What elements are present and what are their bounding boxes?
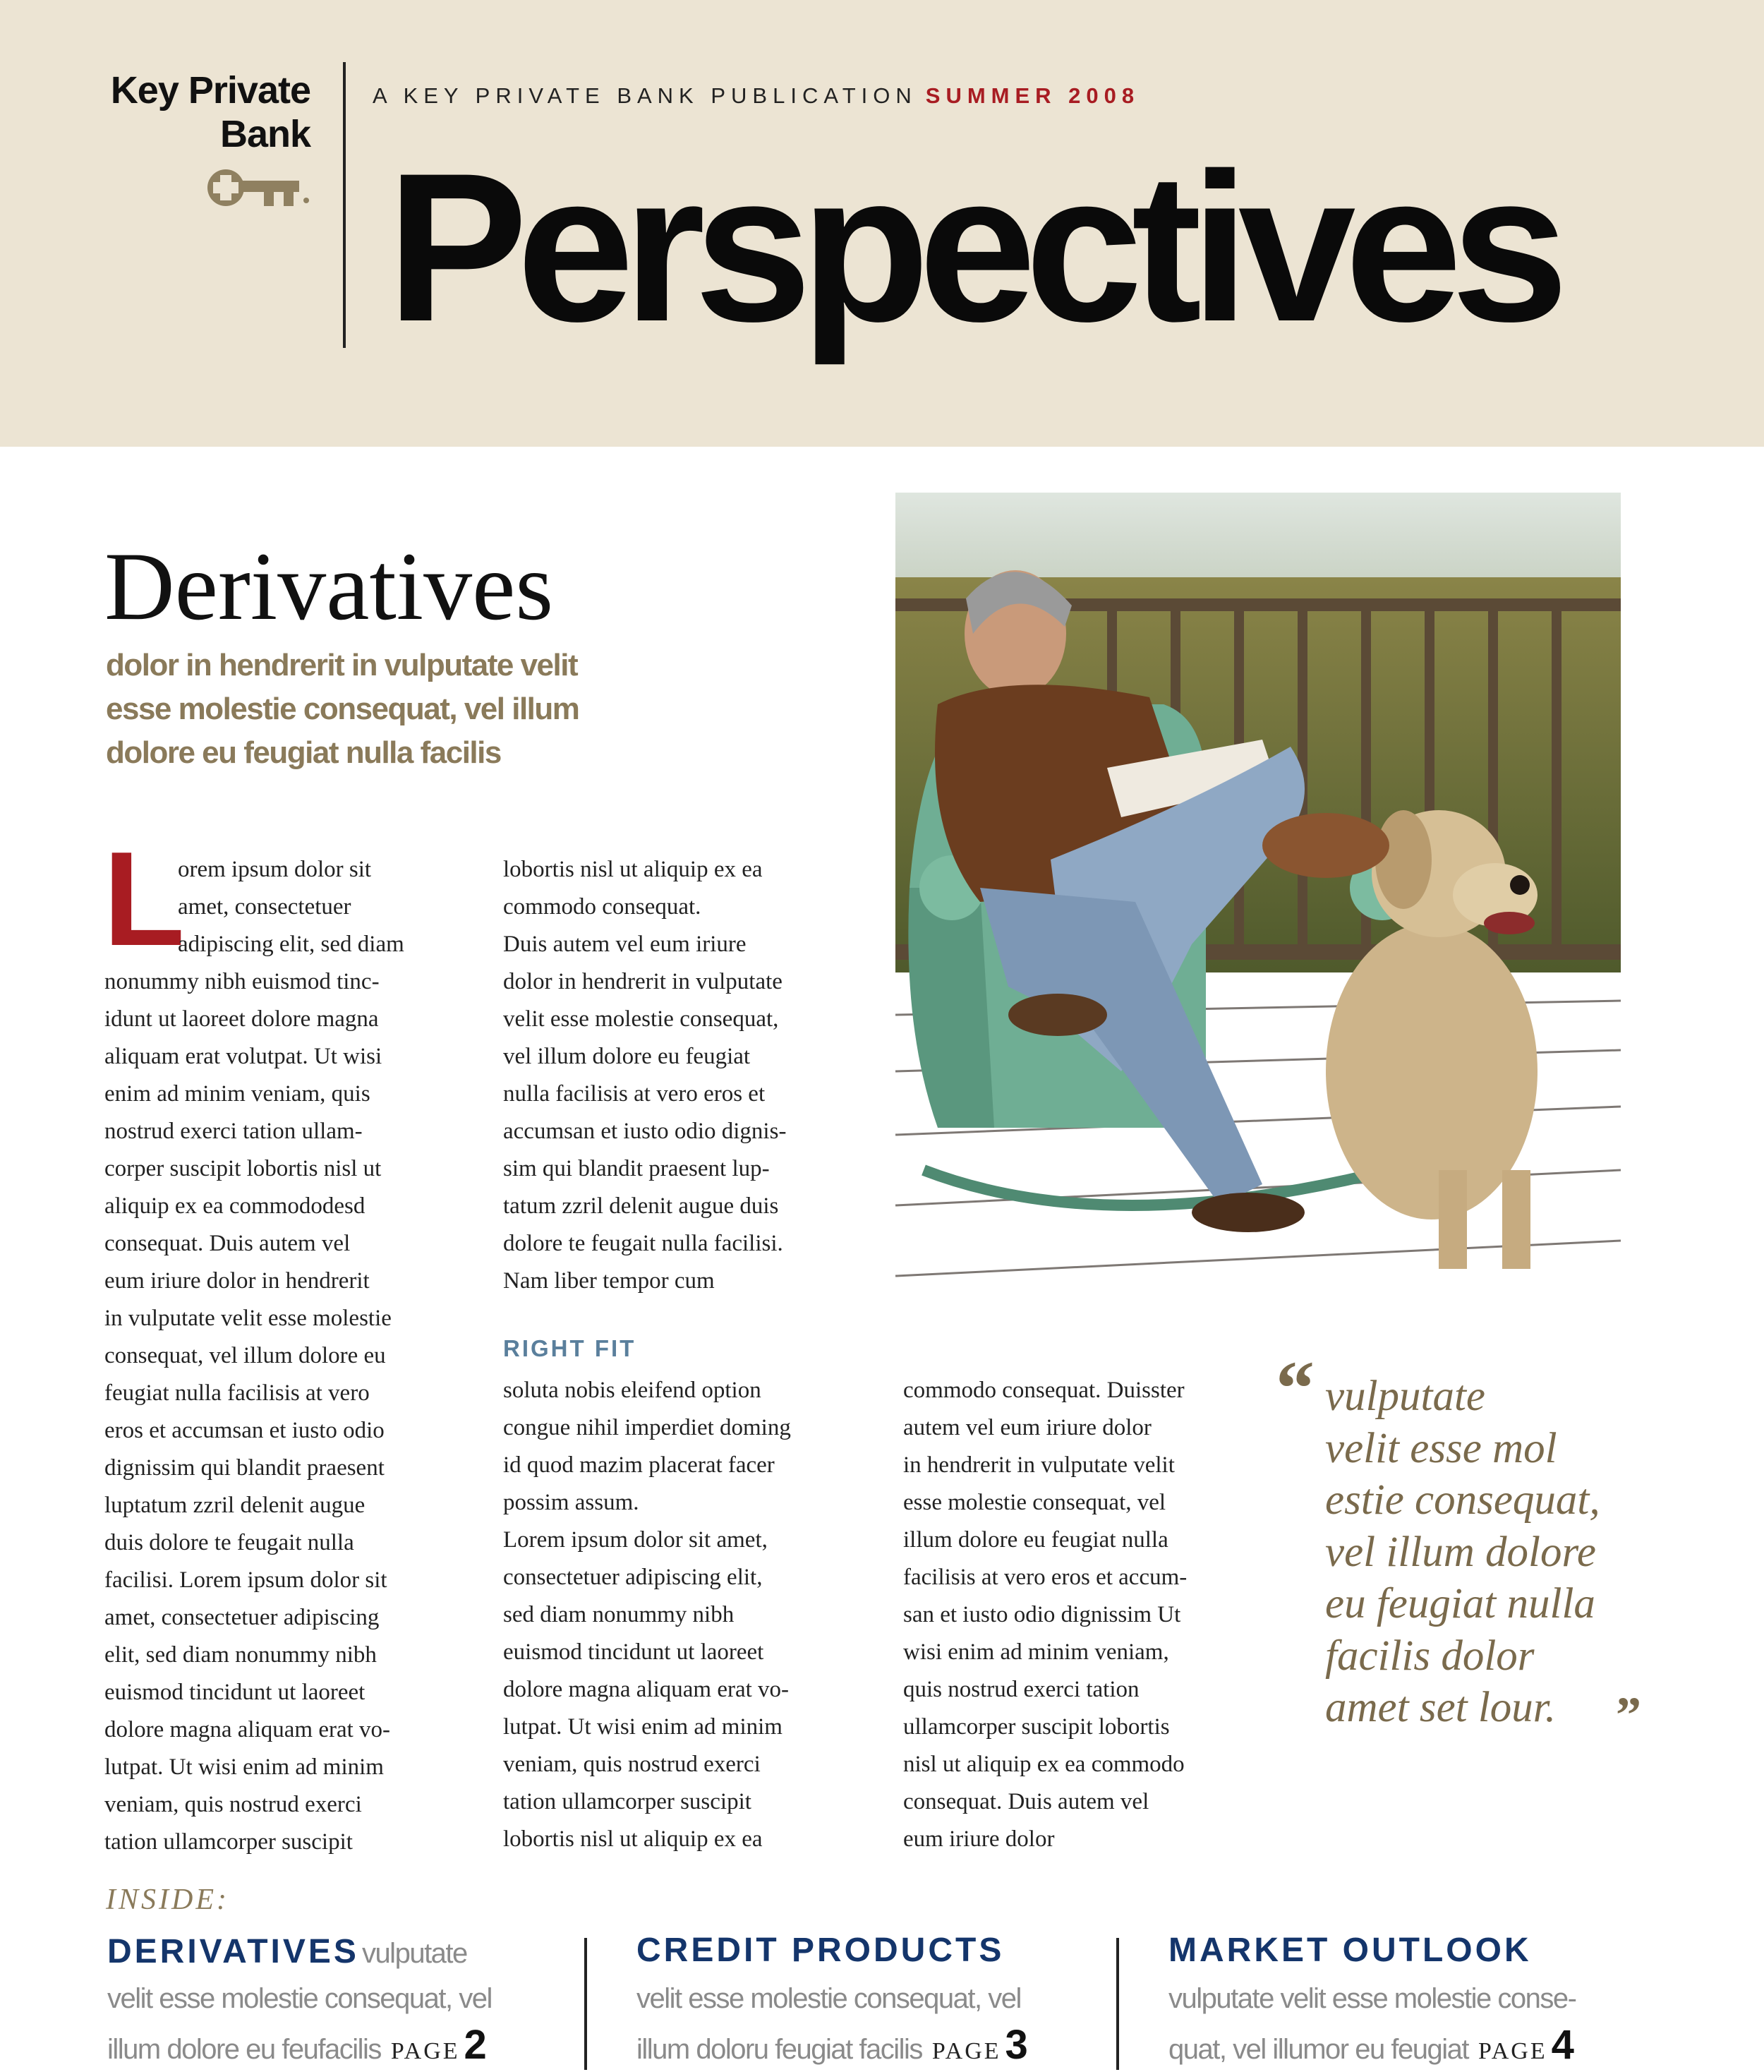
pull-quote xyxy=(1325,1371,1720,1734)
body-line: illum dolore eu feugiat nulla xyxy=(903,1527,1168,1553)
body-line: consectetuer adipiscing elit, xyxy=(503,1565,763,1590)
body-line: dolore magna aliquam erat vo- xyxy=(503,1677,790,1702)
page-number[interactable]: 2 xyxy=(464,2022,487,2068)
body-line: eum iriure dolor xyxy=(903,1826,1055,1852)
inside-teaser-market-outlook[interactable] xyxy=(1168,1931,1662,2066)
issue-season: SUMMER 2008 xyxy=(925,83,1140,108)
teaser-text: illum dolore eu feufacilis xyxy=(107,2034,381,2065)
teaser-heading[interactable]: DERIVATIVES xyxy=(107,1933,359,1970)
body-line: veniam, quis nostrud exerci xyxy=(503,1752,761,1777)
body-line: nonummy nibh euismod tinc- xyxy=(104,969,380,994)
body-line: velit esse molestie consequat, xyxy=(503,1006,779,1032)
body-line: possim assum. xyxy=(503,1490,639,1515)
body-line: id quod mazim placerat facer xyxy=(503,1452,775,1478)
teaser-text: velit esse molestie consequat, vel xyxy=(636,1983,1021,2014)
body-line: commodo consequat. Duisster xyxy=(903,1378,1185,1403)
body-line: Duis autem vel eum iriure xyxy=(503,932,747,957)
logo-text-line2: Bank xyxy=(219,113,310,155)
body-line: lobortis nisl ut aliquip ex ea xyxy=(503,857,763,882)
body-line: lobortis nisl ut aliquip ex ea xyxy=(503,1826,763,1852)
article-photo xyxy=(895,493,1621,1299)
body-column-2 xyxy=(503,851,870,1300)
body-line: luptatum zzril delenit augue xyxy=(104,1493,366,1518)
body-line: consequat. Duis autem vel xyxy=(104,1231,351,1256)
body-column-1 xyxy=(103,824,471,1861)
body-line: enim ad minim veniam, quis xyxy=(104,1081,370,1107)
teaser-divider xyxy=(584,1938,587,2070)
body-column-3 xyxy=(903,1372,1270,1858)
page-label: PAGE xyxy=(931,2038,1001,2064)
body-line: dolore magna aliquam erat vo- xyxy=(104,1717,391,1742)
pull-quote-line: eu feugiat nulla xyxy=(1325,1580,1595,1627)
body-line: adipiscing elit, sed diam xyxy=(178,932,404,957)
body-line: sed diam nonummy nibh xyxy=(503,1602,735,1627)
body-line: in hendrerit in vulputate velit xyxy=(903,1452,1175,1478)
body-line: corper suscipit lobortis nisl ut xyxy=(104,1156,382,1181)
body-line: consequat. Duis autem vel xyxy=(903,1789,1149,1814)
body-line: nostrud exerci tation ullam- xyxy=(104,1119,363,1144)
inside-label: INSIDE: xyxy=(106,1884,229,1916)
pull-quote-line: estie consequat, xyxy=(1325,1476,1600,1524)
publication-tagline xyxy=(373,83,1140,109)
body-line: facilisi. Lorem ipsum dolor sit xyxy=(104,1567,387,1593)
body-line: veniam, quis nostrud exerci xyxy=(104,1792,362,1817)
close-quote-mark: ” xyxy=(1616,1687,1641,1743)
body-line: euismod tincidunt ut laoreet xyxy=(503,1639,764,1665)
pull-quote-line: velit esse mol xyxy=(1325,1424,1557,1472)
body-line: orem ipsum dolor sit xyxy=(178,857,372,882)
body-line: dolor in hendrerit in vulputate xyxy=(503,969,783,994)
body-column-2-continued xyxy=(503,1372,870,1858)
inside-teaser-derivatives[interactable] xyxy=(107,1931,587,2066)
body-line: aliquam erat volutpat. Ut wisi xyxy=(104,1044,382,1069)
body-line: elit, sed diam nonummy nibh xyxy=(104,1642,377,1668)
teaser-text: velit esse molestie consequat, vel xyxy=(107,1983,492,2014)
body-line: in vulputate velit esse molestie xyxy=(104,1306,392,1331)
body-line: facilisis at vero eros et accum- xyxy=(903,1565,1188,1590)
body-line: dolore te feugait nulla facilisi. xyxy=(503,1231,783,1256)
body-line: Nam liber tempor cum xyxy=(503,1268,715,1294)
teaser-text: vulputate velit esse molestie conse- xyxy=(1168,1983,1576,2014)
body-line: commodo consequat. xyxy=(503,894,701,920)
teaser-heading[interactable]: CREDIT PRODUCTS xyxy=(636,1932,1005,1969)
teaser-text: illum doloru feugiat facilis xyxy=(636,2034,922,2065)
body-line: san et iusto odio dignissim Ut xyxy=(903,1602,1181,1627)
body-line: tatum zzril delenit augue duis xyxy=(503,1193,779,1219)
body-line: aliquip ex ea commododesd xyxy=(104,1193,366,1219)
body-line: accumsan et iusto odio dignis- xyxy=(503,1119,787,1144)
body-line: wisi enim ad minim veniam, xyxy=(903,1639,1169,1665)
body-line: duis dolore te feugait nulla xyxy=(104,1530,354,1555)
body-line: lutpat. Ut wisi enim ad minim xyxy=(104,1754,384,1780)
body-line: amet, consectetuer adipiscing xyxy=(104,1605,380,1630)
open-quote-mark: “ xyxy=(1276,1345,1315,1431)
page-label: PAGE xyxy=(1478,2038,1547,2064)
body-line: amet, consectetuer xyxy=(178,894,351,920)
article-deck: dolor in hendrerit in vulputate velit esse molestie consequat, vel illum dolore eu feugiat nulla facilis xyxy=(106,648,579,770)
pull-quote-line: vulputate xyxy=(1325,1373,1485,1420)
pull-quote-line: amet set lour. xyxy=(1325,1684,1557,1731)
page-number[interactable]: 4 xyxy=(1551,2022,1574,2068)
body-line: ullamcorper suscipit lobortis xyxy=(903,1714,1170,1740)
body-line: consequat, vel illum dolore eu xyxy=(104,1343,386,1368)
body-line: esse molestie consequat, vel xyxy=(903,1490,1166,1515)
pull-quote-line: vel illum dolore xyxy=(1325,1528,1596,1576)
page-label: PAGE xyxy=(390,2038,460,2064)
body-line: idunt ut laoreet dolore magna xyxy=(104,1006,379,1032)
article-title: Derivatives xyxy=(104,532,554,640)
section-subhead: RIGHT FIT xyxy=(503,1335,636,1361)
teaser-lead: vulputate xyxy=(361,1938,467,1969)
publication-title: Perspectives xyxy=(387,128,1558,366)
body-line: feugiat nulla facilisis at vero xyxy=(104,1380,370,1406)
body-line: congue nihil imperdiet doming xyxy=(503,1415,791,1440)
teaser-heading[interactable]: MARKET OUTLOOK xyxy=(1168,1932,1532,1969)
body-line: Lorem ipsum dolor sit amet, xyxy=(503,1527,768,1553)
teaser-text: quat, vel illumor eu feugiat xyxy=(1168,2034,1468,2065)
body-line: autem vel eum iriure dolor xyxy=(903,1415,1152,1440)
body-line: euismod tincidunt ut laoreet xyxy=(104,1680,366,1705)
body-line: tation ullamcorper suscipit xyxy=(104,1829,353,1855)
body-line: vel illum dolore eu feugiat xyxy=(503,1044,751,1069)
body-line: eum iriure dolor in hendrerit xyxy=(104,1268,370,1294)
page-number[interactable]: 3 xyxy=(1005,2022,1028,2068)
body-line: eros et accumsan et iusto odio xyxy=(104,1418,385,1443)
body-line: nulla facilisis at vero eros et xyxy=(503,1081,766,1107)
body-line: nisl ut aliquip ex ea commodo xyxy=(903,1752,1185,1777)
body-line: quis nostrud exerci tation xyxy=(903,1677,1140,1702)
body-line: lutpat. Ut wisi enim ad minim xyxy=(503,1714,783,1740)
key-icon xyxy=(205,164,312,212)
tagline-text: A KEY PRIVATE BANK PUBLICATION xyxy=(373,83,917,108)
body-line: tation ullamcorper suscipit xyxy=(503,1789,751,1814)
drop-cap: L xyxy=(103,824,186,974)
body-line: dignissim qui blandit praesent xyxy=(104,1455,385,1481)
pull-quote-line: facilis dolor xyxy=(1325,1632,1535,1680)
body-line: soluta nobis eleifend option xyxy=(503,1378,761,1403)
inside-teaser-credit-products[interactable] xyxy=(636,1931,1116,2066)
body-line: sim qui blandit praesent lup- xyxy=(503,1156,770,1181)
logo-text-line1: Key Private xyxy=(110,69,310,112)
teaser-divider xyxy=(1116,1938,1119,2070)
masthead-divider xyxy=(343,62,346,348)
